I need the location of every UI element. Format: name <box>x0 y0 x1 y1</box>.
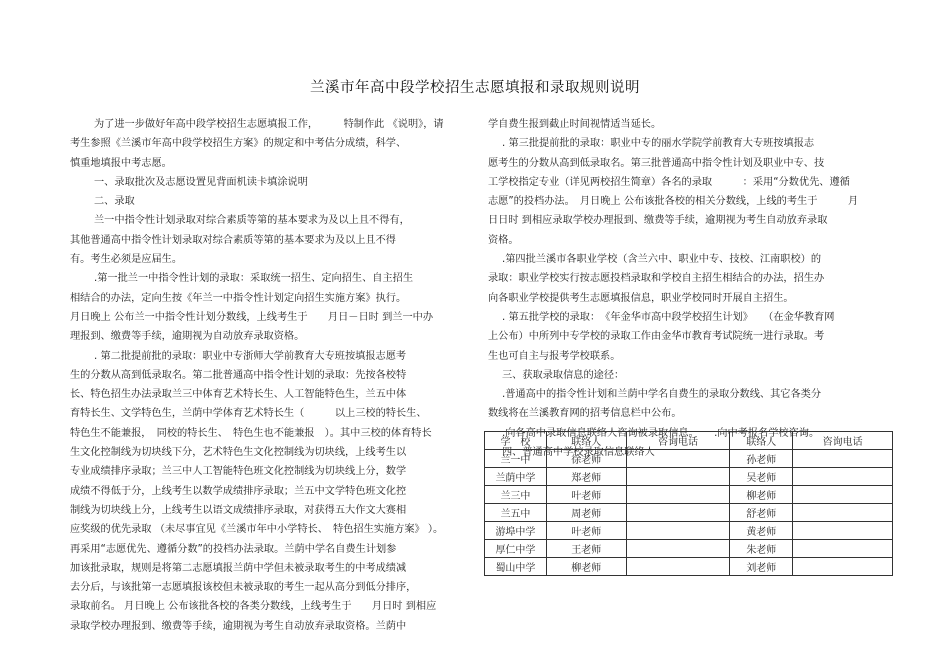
contact-cell: 叶老师 <box>546 522 626 540</box>
paragraph-line: 考生参照《兰溪市年高中段学校招生方案》的规定和中考估分成绩，科学、 <box>70 138 407 150</box>
paragraph-line: 资格。 <box>488 234 519 246</box>
contact-cell: 柳老师 <box>730 486 793 504</box>
contact-cell: 王老师 <box>546 540 626 558</box>
contact-table <box>484 431 893 576</box>
paragraph-line: 工学校指定专业（详见两校招生简章）各名的录取 ：采用“分数优先、遵循 <box>488 176 850 188</box>
paragraph-line: 应奖级的优先录取 （未尽事宜见《兰溪市年中小学特长、 特色招生实施方案》 ）。 <box>70 524 444 536</box>
contact-cell: 郑老师 <box>546 468 626 486</box>
phone-cell <box>793 558 893 576</box>
phone-cell <box>793 468 893 486</box>
phone-cell <box>793 450 893 468</box>
paragraph-line: 录取前名。 月日晚上 公布该批各校的各类分数线，上线考生于 月日时 到相应 <box>70 601 437 613</box>
school-cell: 兰一中 <box>485 450 547 468</box>
paragraph-line: 有。考生必须是应届生。 <box>70 254 183 266</box>
paragraph-line: 月日晚上 公布兰一中指令性计划分数线，上线考生于 月日－日时 到兰一中办 <box>70 311 434 323</box>
table-row <box>485 558 893 576</box>
paragraph-line: 制线为切块线上分，上线考生以语文成绩排序录取，对获得五大作文大赛相 <box>70 504 407 516</box>
contact-cell: 朱老师 <box>730 540 793 558</box>
contact-cell: 周老师 <box>546 504 626 522</box>
table-header-row <box>485 432 893 450</box>
paragraph-line: 数线将在兰溪教育网的招考信息栏中公布。 <box>488 408 682 420</box>
paragraph-line: 录取学校办理报到、缴费等手续，逾期视为考生自动放弃录取资格。兰荫中 <box>70 620 407 632</box>
contact-cell: 叶老师 <box>546 486 626 504</box>
table-row <box>485 540 893 558</box>
school-cell: 兰荫中学 <box>485 468 547 486</box>
contact-cell: 徐老师 <box>546 450 626 468</box>
table-row <box>485 522 893 540</box>
contact-cell: 舒老师 <box>730 504 793 522</box>
phone-cell <box>626 486 730 504</box>
paragraph-line: .向各高中录取信息联络人咨询被录取信息。 .向中考报名学校咨询。 <box>502 427 820 439</box>
contact-cell: 孙老师 <box>730 450 793 468</box>
paragraph-line: 加该批录取，规则是将第二志愿填报兰荫中学但未被录取考生的中考成绩减 <box>70 562 407 574</box>
contact-cell: 黄老师 <box>730 522 793 540</box>
paragraph-line: 其他普通高中指令性计划录取对综合素质等第的基本要求为及以上且不得 <box>70 234 396 246</box>
paragraph-line: 向各职业学校提供考生志愿填报信息，职业学校同时开展自主招生。 <box>488 292 794 304</box>
contact-cell: 吴老师 <box>730 468 793 486</box>
section-heading: 二、录取 <box>94 196 135 208</box>
column-header-contact: 联络人 <box>546 432 626 450</box>
paragraph-line: 生文化控制线为切块线下分，艺术特色生文化控制线为切块线，上线考生以 <box>70 447 407 459</box>
phone-cell <box>626 558 730 576</box>
right-column <box>488 115 893 462</box>
contact-cell: 柳老师 <box>546 558 626 576</box>
contact-cell: 刘老师 <box>730 558 793 576</box>
paragraph-line: . 第三批提前批的录取：职业中专的丽水学院学前教育大专班按填报志 <box>502 138 815 150</box>
phone-cell <box>793 504 893 522</box>
paragraph-line: .第一批兰一中指令性计划的录取：采取统一招生、定向招生、自主招生 <box>94 273 414 285</box>
paragraph-line: 慎重地填报中考志愿。 <box>70 157 172 169</box>
phone-cell <box>626 540 730 558</box>
paragraph-line: . 第五批学校的录取： 《年金华市高中段学校招生计划》 （在金华教育网 <box>502 311 835 323</box>
paragraph-line: 愿考生的分数从高到低录取名。第三批普通高中指令性计划及职业中专、技 <box>488 157 825 169</box>
school-cell: 蜀山中学 <box>485 558 547 576</box>
table-row <box>485 450 893 468</box>
paragraph-line: 兰一中指令性计划录取对综合素质等第的基本要求为及以上且不得有， <box>94 215 410 227</box>
school-cell: 游埠中学 <box>485 522 547 540</box>
column-header-phone: 咨询电话 <box>793 432 893 450</box>
phone-cell <box>626 522 730 540</box>
phone-cell <box>626 504 730 522</box>
paragraph-line: 为了进一步做好年高中段学校招生志愿填报工作， 特制作此 《说明》，请 <box>94 119 444 130</box>
paragraph-line: 特色生不能兼报， 同校的特长生、 特色生也不能兼报 ）。其中三校的体育特长 <box>70 427 432 439</box>
paragraph-line: 专业成绩排序录取；兰三中人工智能特色班文化控制线为切块线上分，数学 <box>70 466 407 478</box>
table-row <box>485 468 893 486</box>
paragraph-line: 日日时 到相应录取学校办理报到、缴费等手续，逾期视为考生自动放弃录取 <box>488 215 828 227</box>
paragraph-line: 生也可自主与报考学校联系。 <box>488 350 621 362</box>
phone-cell <box>793 486 893 504</box>
paragraph-line: 长、特色招生办法录取兰三中体育艺术特长生、人工智能特色生，兰五中体 <box>70 389 407 401</box>
paragraph-line: .第四批兰溪市各职业学校（含兰六中、职业中专、技校、江南职校）的 <box>502 254 822 266</box>
paragraph-line: .普通高中的指令性计划和兰荫中学名自费生的录取分数线、其它各类分 <box>502 389 822 401</box>
column-header-contact: 联络人 <box>730 432 793 450</box>
paragraph-line: 生的分数从高到低录取名。第二批普通高中指令性计划的录取：先按各校特 <box>70 369 407 381</box>
paragraph-line: 志愿”的投档办法。 月日晚上 公布该批各校的相关分数线，上线的考生于 月 <box>488 196 859 208</box>
school-cell: 兰五中 <box>485 504 547 522</box>
section-heading: 三、获取录取信息的途径： <box>502 369 625 381</box>
phone-cell <box>793 540 893 558</box>
paragraph-line: 去分后，与该批第一志愿填报该校但未被录取的考生一起从高分到低分排序， <box>70 582 417 594</box>
phone-cell <box>793 522 893 540</box>
section-heading: 四、普通高中学校录取信息联络人 <box>502 447 655 459</box>
paragraph-line: 成绩不得低于分，上线考生以数学成绩排序录取；兰五中文学特色班文化控 <box>70 485 407 497</box>
phone-cell <box>626 468 730 486</box>
paragraph-line: 录取：职业学校实行按志愿投档录取和学校自主招生相结合的办法，招生办 <box>488 273 825 285</box>
paragraph-line: . 第二批提前批的录取：职业中专浙师大学前教育大专班按填报志愿考 <box>94 350 407 362</box>
document-title: 兰溪市年高中段学校招生志愿填报和录取规则说明 <box>310 80 640 96</box>
table-row <box>485 486 893 504</box>
column-header-phone: 咨询电话 <box>626 432 730 450</box>
table-row <box>485 504 893 522</box>
phone-cell <box>626 450 730 468</box>
column-header-school: 学 校 <box>485 432 547 450</box>
left-column <box>70 115 470 636</box>
school-cell: 兰三中 <box>485 486 547 504</box>
paragraph-line: 理报到、缴费等手续，逾期视为自动放弃录取资格。 <box>70 331 305 343</box>
paragraph-line: 相结合的办法，定向生按《年兰一中指令性计划定向招生实施方案》执行。 <box>70 292 407 304</box>
paragraph-line: 再采用“志愿优先、遵循分数”的投档办法录取。兰荫中学名自费生计划参 <box>70 543 397 555</box>
paragraph-line: 学自费生报到截止时间视情适当延长。 <box>488 119 662 130</box>
paragraph-line: 上公布）中所列中专学校的录取工作由金华市教育考试院统一进行录取。考 <box>488 331 825 343</box>
paragraph-line: 育特长生、文学特色生，兰荫中学体育艺术特长生（ 以上三校的特长生、 <box>70 408 427 420</box>
school-cell: 厚仁中学 <box>485 540 547 558</box>
section-heading: 一、录取批次及志愿设置见背面机读卡填涂说明 <box>94 176 308 188</box>
